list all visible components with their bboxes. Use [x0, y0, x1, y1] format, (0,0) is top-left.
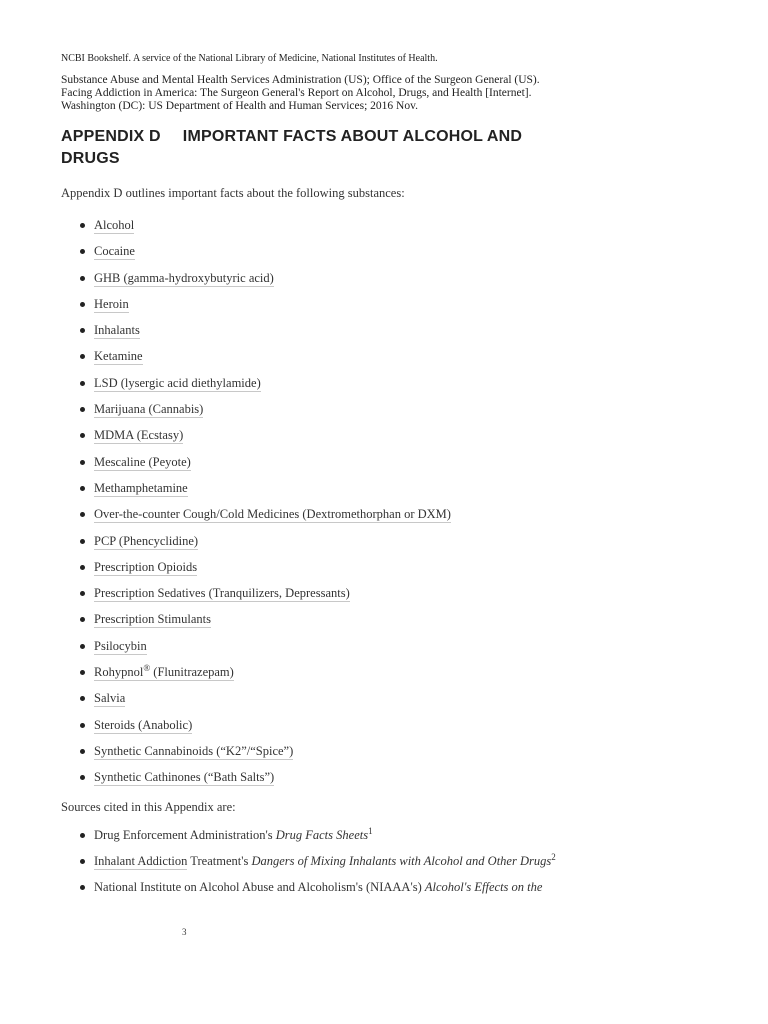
substance-link[interactable]: Methamphetamine [94, 480, 188, 495]
bookshelf-header [61, 53, 438, 64]
substance-link[interactable]: Synthetic Cannabinoids (“K2”/“Spice”) [94, 743, 294, 758]
substance-link[interactable]: Alcohol [94, 218, 135, 232]
substance-link[interactable]: Prescription Stimulants [94, 612, 212, 627]
substance-link[interactable]: Psilocybin [94, 638, 147, 653]
bullet-icon [80, 859, 85, 864]
source-prefix: Drug Enforcement Administration's [94, 828, 276, 842]
source-title: Alcohol's Effects on the [424, 880, 543, 894]
bullet-icon [80, 460, 85, 465]
substance-link[interactable]: Salvia [94, 691, 126, 706]
substance-link[interactable]: Steroids (Anabolic) [94, 717, 193, 732]
substance-link[interactable]: Mescaline (Peyote) [94, 454, 191, 469]
title-text-line-1: IMPORTANT FACTS ABOUT ALCOHOL AND [182, 128, 523, 145]
list-item [61, 532, 451, 558]
list-item [61, 716, 451, 742]
bullet-icon [80, 591, 85, 596]
bullet-icon [80, 885, 85, 890]
page-title [61, 126, 621, 170]
title-text-line-2: DRUGS [61, 150, 120, 167]
bullet-icon [80, 749, 85, 754]
list-item [61, 689, 451, 715]
source-title: Drug Facts Sheets [275, 828, 369, 842]
bullet-icon [80, 276, 85, 281]
source-item [61, 826, 564, 844]
list-item [61, 453, 451, 479]
list-item [61, 768, 451, 794]
substance-link[interactable]: MDMA (Ecstasy) [94, 428, 184, 443]
appendix-label: APPENDIX D [61, 128, 161, 145]
registered-mark: ® [143, 662, 151, 673]
source-title: Dangers of Mixing Inhalants with Alcohol and Other Drugs [251, 854, 552, 868]
bullet-icon [80, 354, 85, 359]
intro-paragraph: Appendix D outlines important facts about the following substances: [61, 186, 405, 200]
reference-link[interactable]: 2 [551, 851, 556, 862]
bullet-icon [80, 407, 85, 412]
bullet-icon [80, 486, 85, 491]
document-page [61, 0, 721, 1024]
bullet-icon [80, 302, 85, 307]
bullet-icon [80, 249, 85, 254]
substances-list [61, 216, 451, 795]
citation-line-3: Washington (DC): US Department of Health and Human Services; 2016 Nov. [61, 100, 418, 112]
list-item [61, 269, 451, 295]
list-item [61, 663, 451, 689]
substance-link[interactable]: LSD (lysergic acid diethylamide) [94, 375, 261, 390]
list-item [61, 610, 451, 636]
list-item [61, 584, 451, 610]
bullet-icon [80, 833, 85, 838]
list-item [61, 374, 451, 400]
substance-link[interactable]: Heroin [94, 296, 129, 311]
source-item [61, 852, 564, 870]
bullet-icon [80, 223, 85, 228]
sources-list [61, 826, 564, 896]
substance-link[interactable]: Prescription Opioids [94, 559, 198, 574]
list-item [61, 505, 451, 531]
list-item [61, 637, 451, 663]
list-item [61, 242, 451, 268]
citation-line-2: Facing Addiction in America: The Surgeon General's Report on Alcohol, Drugs, and Health [Internet]. [61, 87, 532, 99]
substance-link[interactable]: Marijuana (Cannabis) [94, 402, 204, 417]
bullet-icon [80, 512, 85, 517]
sources-intro: Sources cited in this Appendix are: [61, 800, 236, 814]
bullet-icon [80, 381, 85, 386]
list-item [61, 479, 451, 505]
list-item [61, 347, 451, 373]
substance-link[interactable]: Ketamine [94, 349, 143, 364]
bullet-icon [80, 670, 85, 675]
list-item [61, 321, 451, 347]
rohypnol-name: Rohypnol [94, 665, 144, 680]
bullet-icon [80, 696, 85, 701]
citation-block [61, 74, 661, 113]
bookshelf-tagline: A service of the National Library of Medicine, National Institutes of Health. [132, 53, 438, 64]
substance-link[interactable]: Inhalants [94, 323, 140, 338]
substance-link[interactable]: GHB (gamma-hydroxybutyric acid) [94, 270, 274, 285]
bullet-icon [80, 617, 85, 622]
bullet-icon [80, 644, 85, 649]
source-prefix: National Institute on Alcohol Abuse and Alcoholism's (NIAAA's) [94, 880, 425, 894]
citation-line-1: Substance Abuse and Mental Health Services Administration (US); Office of the Surgeon General (US). [61, 74, 540, 86]
source-prefix: Treatment's [187, 854, 252, 868]
substance-link[interactable]: Prescription Sedatives (Tranquilizers, Depressants) [94, 586, 350, 601]
rohypnol-rest: (Flunitrazepam) [150, 665, 234, 680]
list-item [61, 400, 451, 426]
substance-link[interactable]: Cocaine [94, 244, 135, 259]
bullet-icon [80, 775, 85, 780]
list-item [61, 426, 451, 452]
reference-link[interactable]: 3 [182, 927, 187, 937]
list-item [61, 295, 451, 321]
list-item [61, 216, 451, 242]
substance-link-rohypnol[interactable] [94, 662, 234, 681]
bullet-icon [80, 565, 85, 570]
list-item [61, 742, 451, 768]
bookshelf-brand[interactable]: NCBI Bookshelf. [61, 53, 131, 64]
source-item [61, 878, 564, 896]
list-item [61, 558, 451, 584]
substance-link[interactable]: PCP (Phencyclidine) [94, 533, 199, 548]
bullet-icon [80, 723, 85, 728]
substance-link[interactable]: Synthetic Cathinones (“Bath Salts”) [94, 770, 275, 785]
reference-link[interactable]: 1 [368, 825, 373, 836]
bullet-icon [80, 328, 85, 333]
source-link[interactable]: Inhalant Addiction [94, 854, 188, 868]
substance-link[interactable]: Over-the-counter Cough/Cold Medicines (Dextromethorphan or DXM) [94, 507, 451, 522]
bullet-icon [80, 433, 85, 438]
bullet-icon [80, 539, 85, 544]
